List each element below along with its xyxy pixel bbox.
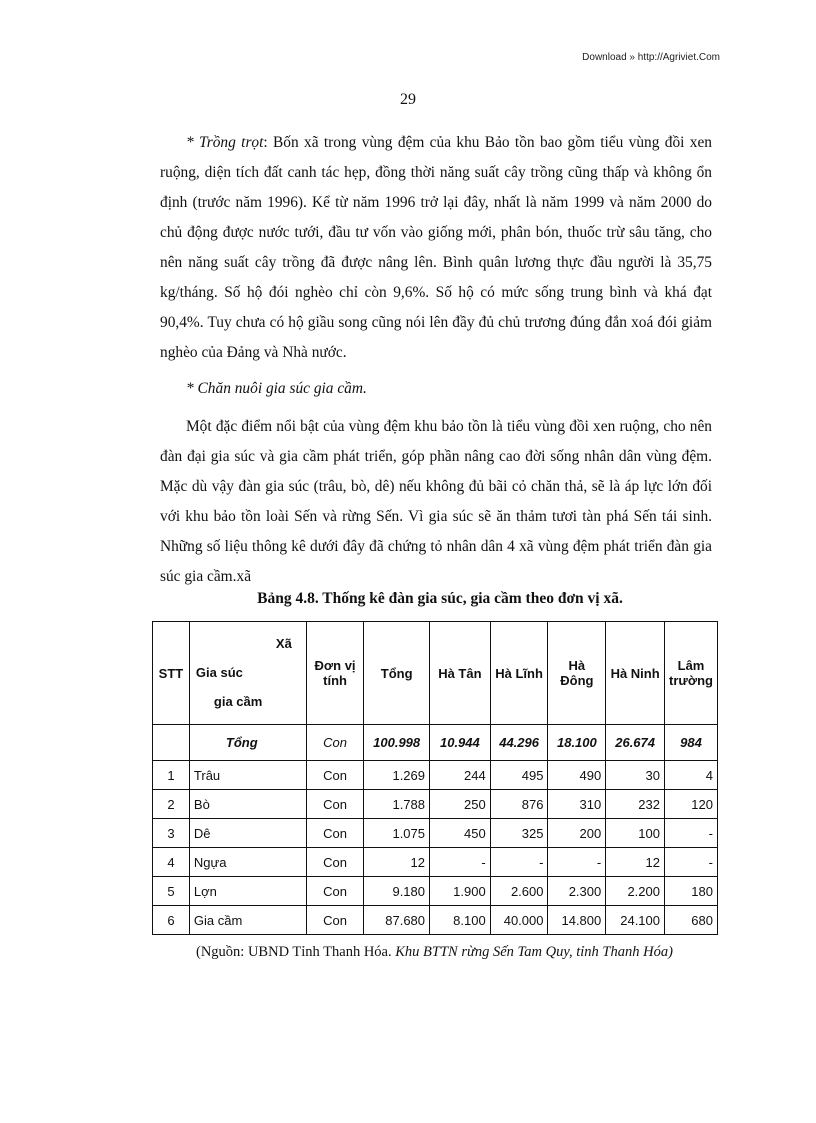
row-ha-ninh: 30	[606, 761, 665, 790]
row-unit: Con	[306, 819, 363, 848]
row-unit: Con	[306, 848, 363, 877]
table-row	[153, 790, 718, 819]
header-xa: Xã	[275, 635, 292, 651]
row-unit: Con	[306, 877, 363, 906]
row-lam-truong: 120	[665, 790, 718, 819]
row-ha-linh: 40.000	[490, 906, 548, 935]
row-ha-dong: 200	[548, 819, 606, 848]
row-ha-tan: 244	[430, 761, 491, 790]
header-lam-truong: Lâm trường	[665, 622, 718, 725]
page-number: 29	[400, 91, 416, 108]
total-tong: 100.998	[364, 725, 430, 761]
source-italic: Khu BTTN rừng Sến Tam Quy, tỉnh Thanh Hóa)	[395, 944, 673, 960]
table-row	[153, 848, 718, 877]
header-don-vi: Đơn vị tính	[306, 622, 363, 725]
row-ha-dong: 310	[548, 790, 606, 819]
row-unit: Con	[306, 906, 363, 935]
row-ha-tan: 1.900	[430, 877, 491, 906]
table-total-row	[153, 725, 718, 761]
table-row	[153, 819, 718, 848]
total-unit: Con	[306, 725, 363, 761]
table-row	[153, 906, 718, 935]
row-name: Ngựa	[189, 848, 306, 877]
row-lam-truong: -	[665, 848, 718, 877]
total-ha-tan: 10.944	[430, 725, 491, 761]
row-tong: 1.788	[364, 790, 430, 819]
row-stt: 2	[153, 790, 190, 819]
total-label: Tổng	[189, 725, 306, 761]
subheading-chan-nuoi: * Chăn nuôi gia súc gia cầm.	[186, 380, 367, 397]
row-tong: 1.269	[364, 761, 430, 790]
row-unit: Con	[306, 761, 363, 790]
row-ha-linh: 2.600	[490, 877, 548, 906]
row-tong: 87.680	[364, 906, 430, 935]
livestock-table	[152, 621, 718, 935]
row-name: Trâu	[189, 761, 306, 790]
row-ha-linh: 325	[490, 819, 548, 848]
row-ha-linh: -	[490, 848, 548, 877]
row-ha-tan: 450	[430, 819, 491, 848]
paragraph-chan-nuoi: Một đặc điểm nổi bật của vùng đệm khu bảo tồn là tiểu vùng đồi xen ruộng, cho nên đàn đại gia súc và gia cầm phát triển, góp phần nâng cao đời sống nhân dân vùng đệm. Mặc dù vậy đàn gia súc (trâu, bò, dê) nếu không đủ bãi cỏ chăn thả, sẽ là áp lực lớn đối với khu bảo tồn loài Sến và rừng Sến. Vì gia súc sẽ ăn thảm tươi tàn phá Sến tái sinh. Những số liệu thông kê dưới đây đã chứng tỏ nhân dân 4 xã vùng đệm phát triển đàn gia súc gia cầm.xã	[160, 418, 712, 585]
header-ha-ninh: Hà Ninh	[606, 622, 665, 725]
table-caption: Bảng 4.8. Thống kê đàn gia súc, gia cầm theo đơn vị xã.	[257, 590, 623, 607]
row-ha-dong: 490	[548, 761, 606, 790]
row-lam-truong: 4	[665, 761, 718, 790]
row-ha-linh: 495	[490, 761, 548, 790]
header-stt: STT	[153, 622, 190, 725]
total-ha-dong: 18.100	[548, 725, 606, 761]
row-ha-ninh: 2.200	[606, 877, 665, 906]
header-ha-tan: Hà Tân	[430, 622, 491, 725]
row-stt: 4	[153, 848, 190, 877]
row-ha-linh: 876	[490, 790, 548, 819]
row-ha-ninh: 24.100	[606, 906, 665, 935]
row-stt: 1	[153, 761, 190, 790]
table-row	[153, 761, 718, 790]
row-name: Bò	[189, 790, 306, 819]
paragraph-lead: * Trồng trọt	[186, 134, 264, 151]
header-tong: Tổng	[364, 622, 430, 725]
header-gia-suc	[189, 622, 306, 725]
row-ha-tan: -	[430, 848, 491, 877]
row-stt: 5	[153, 877, 190, 906]
header-gia-cam-label: gia cầm	[213, 693, 263, 709]
total-stt	[153, 725, 190, 761]
row-ha-tan: 250	[430, 790, 491, 819]
paragraph-text: : Bốn xã trong vùng đệm của khu Bảo tồn bao gồm tiểu vùng đồi xen ruộng, diện tích đất canh tác hẹp, đồng thời năng suất cây trồng cũng thấp và không ổn định (trước năm 1996). Kể từ năm 1996 trở lại đây, nhất là năm 1999 và năm 2000 do chủ động được nước tưới, đầu tư vốn vào giống mới, phân bón, thuốc trừ sâu tăng, cho nên năng suất cây trồng đã được nâng lên. Bình quân lương thực đầu người là 35,75 kg/tháng. Số hộ đói nghèo chỉ còn 9,6%. Số hộ có mức sống trung bình và khá đạt 90,4%. Tuy chưa có hộ giầu song cũng nói lên đầy đủ chủ trương đúng đắn xoá đói giảm nghèo của Đảng và Nhà nước.	[160, 134, 712, 361]
row-stt: 3	[153, 819, 190, 848]
row-ha-ninh: 232	[606, 790, 665, 819]
row-ha-tan: 8.100	[430, 906, 491, 935]
row-name: Gia cầm	[189, 906, 306, 935]
total-ha-linh: 44.296	[490, 725, 548, 761]
row-ha-dong: -	[548, 848, 606, 877]
total-ha-ninh: 26.674	[606, 725, 665, 761]
total-lam-truong: 984	[665, 725, 718, 761]
row-stt: 6	[153, 906, 190, 935]
table-header-row	[153, 622, 718, 725]
row-unit: Con	[306, 790, 363, 819]
row-lam-truong: -	[665, 819, 718, 848]
row-lam-truong: 680	[665, 906, 718, 935]
header-ha-linh: Hà Lĩnh	[490, 622, 548, 725]
header-gia-suc-label: Gia súc	[195, 664, 243, 680]
row-tong: 9.180	[364, 877, 430, 906]
row-ha-ninh: 100	[606, 819, 665, 848]
table-row	[153, 877, 718, 906]
row-ha-dong: 14.800	[548, 906, 606, 935]
download-link[interactable]: Download » http://Agriviet.Com	[582, 52, 720, 63]
source-note	[196, 944, 673, 961]
row-ha-ninh: 12	[606, 848, 665, 877]
paragraph-trong-trot	[160, 128, 712, 368]
header-ha-dong: Hà Đông	[548, 622, 606, 725]
body-text	[160, 128, 712, 592]
row-tong: 12	[364, 848, 430, 877]
row-tong: 1.075	[364, 819, 430, 848]
row-name: Dê	[189, 819, 306, 848]
row-lam-truong: 180	[665, 877, 718, 906]
row-ha-dong: 2.300	[548, 877, 606, 906]
row-name: Lợn	[189, 877, 306, 906]
source-prefix: (Nguồn: UBND Tỉnh Thanh Hóa.	[196, 944, 396, 960]
